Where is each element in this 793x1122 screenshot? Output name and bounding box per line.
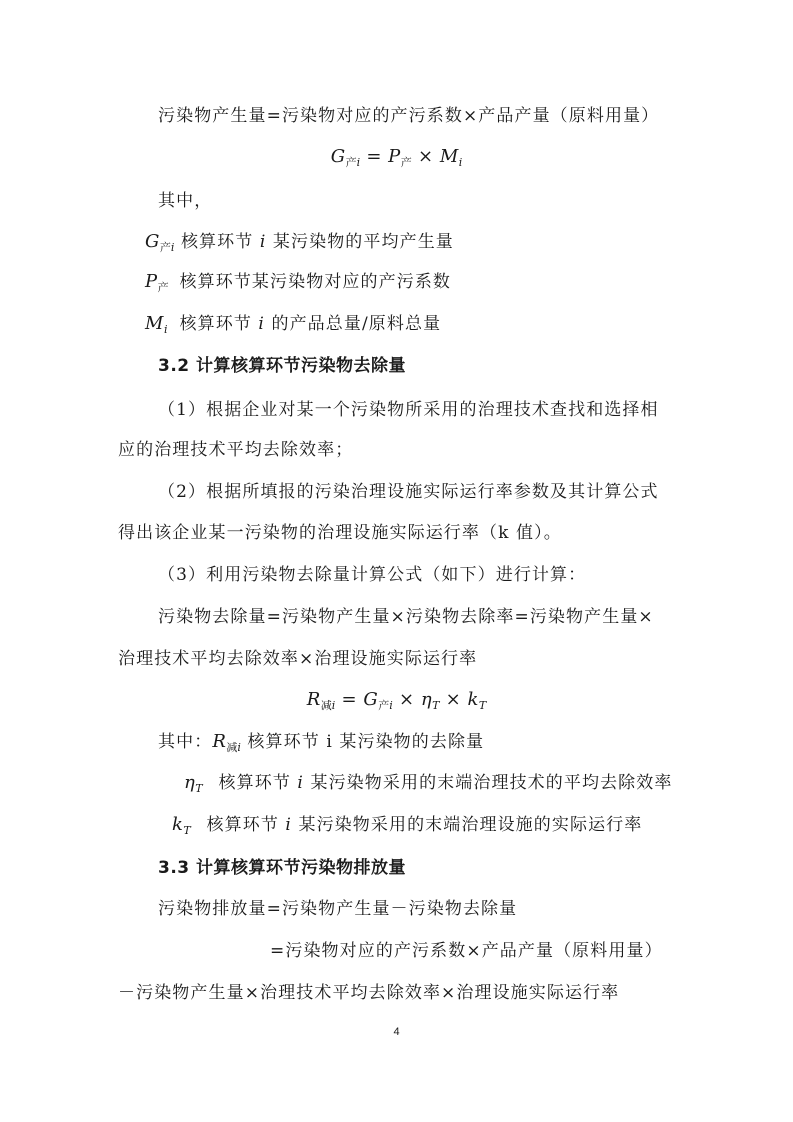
paragraph-line: 治理技术平均去除效率×治理设施实际运行率 xyxy=(118,649,478,669)
definition-line: $G_{产i}$ 核算环节 i 某污染物的平均产生量 xyxy=(145,231,454,254)
equation-removal: $R_{减i} = G_{产i} \times \eta_T \times k_T$ xyxy=(306,689,487,712)
definition-line: $\eta_T$ 核算环节 i 某污染物采用的末端治理技术的平均去除效率 xyxy=(184,772,673,795)
eq-symbol: M xyxy=(439,146,459,167)
paragraph-line: 得出该企业某一污染物的治理设施实际运行率（k 值）。 xyxy=(118,523,562,543)
paragraph-line: 污染物排放量=污染物产生量－污染物去除量 xyxy=(158,899,518,919)
eq-symbol: P xyxy=(388,146,401,167)
definition-line: $P_产$ 核算环节某污染物对应的产污系数 xyxy=(145,271,452,294)
definition-line: $M_i$ 核算环节 i 的产品总量/原料总量 xyxy=(145,313,442,336)
paragraph-line: 应的治理技术平均去除效率； xyxy=(118,440,354,460)
eq-sub: 产i xyxy=(345,156,361,169)
paragraph-line: （1）根据企业对某一个污染物所采用的治理技术查找和选择相 xyxy=(158,400,659,420)
paragraph-line: 污染物去除量=污染物产生量×污染物去除率=污染物产生量× xyxy=(158,607,654,627)
paragraph-line: =污染物对应的产污系数×产品产量（原料用量） xyxy=(270,941,663,961)
eq-sub: i xyxy=(458,156,463,169)
eq-sub: 产 xyxy=(400,156,412,169)
eq-symbol: G xyxy=(330,146,346,167)
section-heading: 3.2 计算核算环节污染物去除量 xyxy=(158,356,407,376)
paragraph-line: （2）根据所填报的污染治理设施实际运行率参数及其计算公式 xyxy=(158,482,659,502)
section-heading: 3.3 计算核算环节污染物排放量 xyxy=(158,858,407,878)
definition-line: 其中：$R_{减i}$ 核算环节 i 某污染物的去除量 xyxy=(158,731,485,754)
paragraph-line: －污染物产生量×治理技术平均去除效率×治理设施实际运行率 xyxy=(118,983,620,1003)
text-line: 其中， xyxy=(158,191,213,211)
page-number: 4 xyxy=(393,1026,400,1038)
equation-generation: $G_{产i} = P_产 \times M_i$ xyxy=(330,146,463,169)
formula-text-line: 污染物产生量=污染物对应的产污系数×产品产量（原料用量） xyxy=(158,106,660,126)
paragraph-line: （3）利用污染物去除量计算公式（如下）进行计算： xyxy=(158,565,587,585)
definition-line: $k_T$ 核算环节 i 某污染物采用的末端治理设施的实际运行率 xyxy=(172,814,643,837)
